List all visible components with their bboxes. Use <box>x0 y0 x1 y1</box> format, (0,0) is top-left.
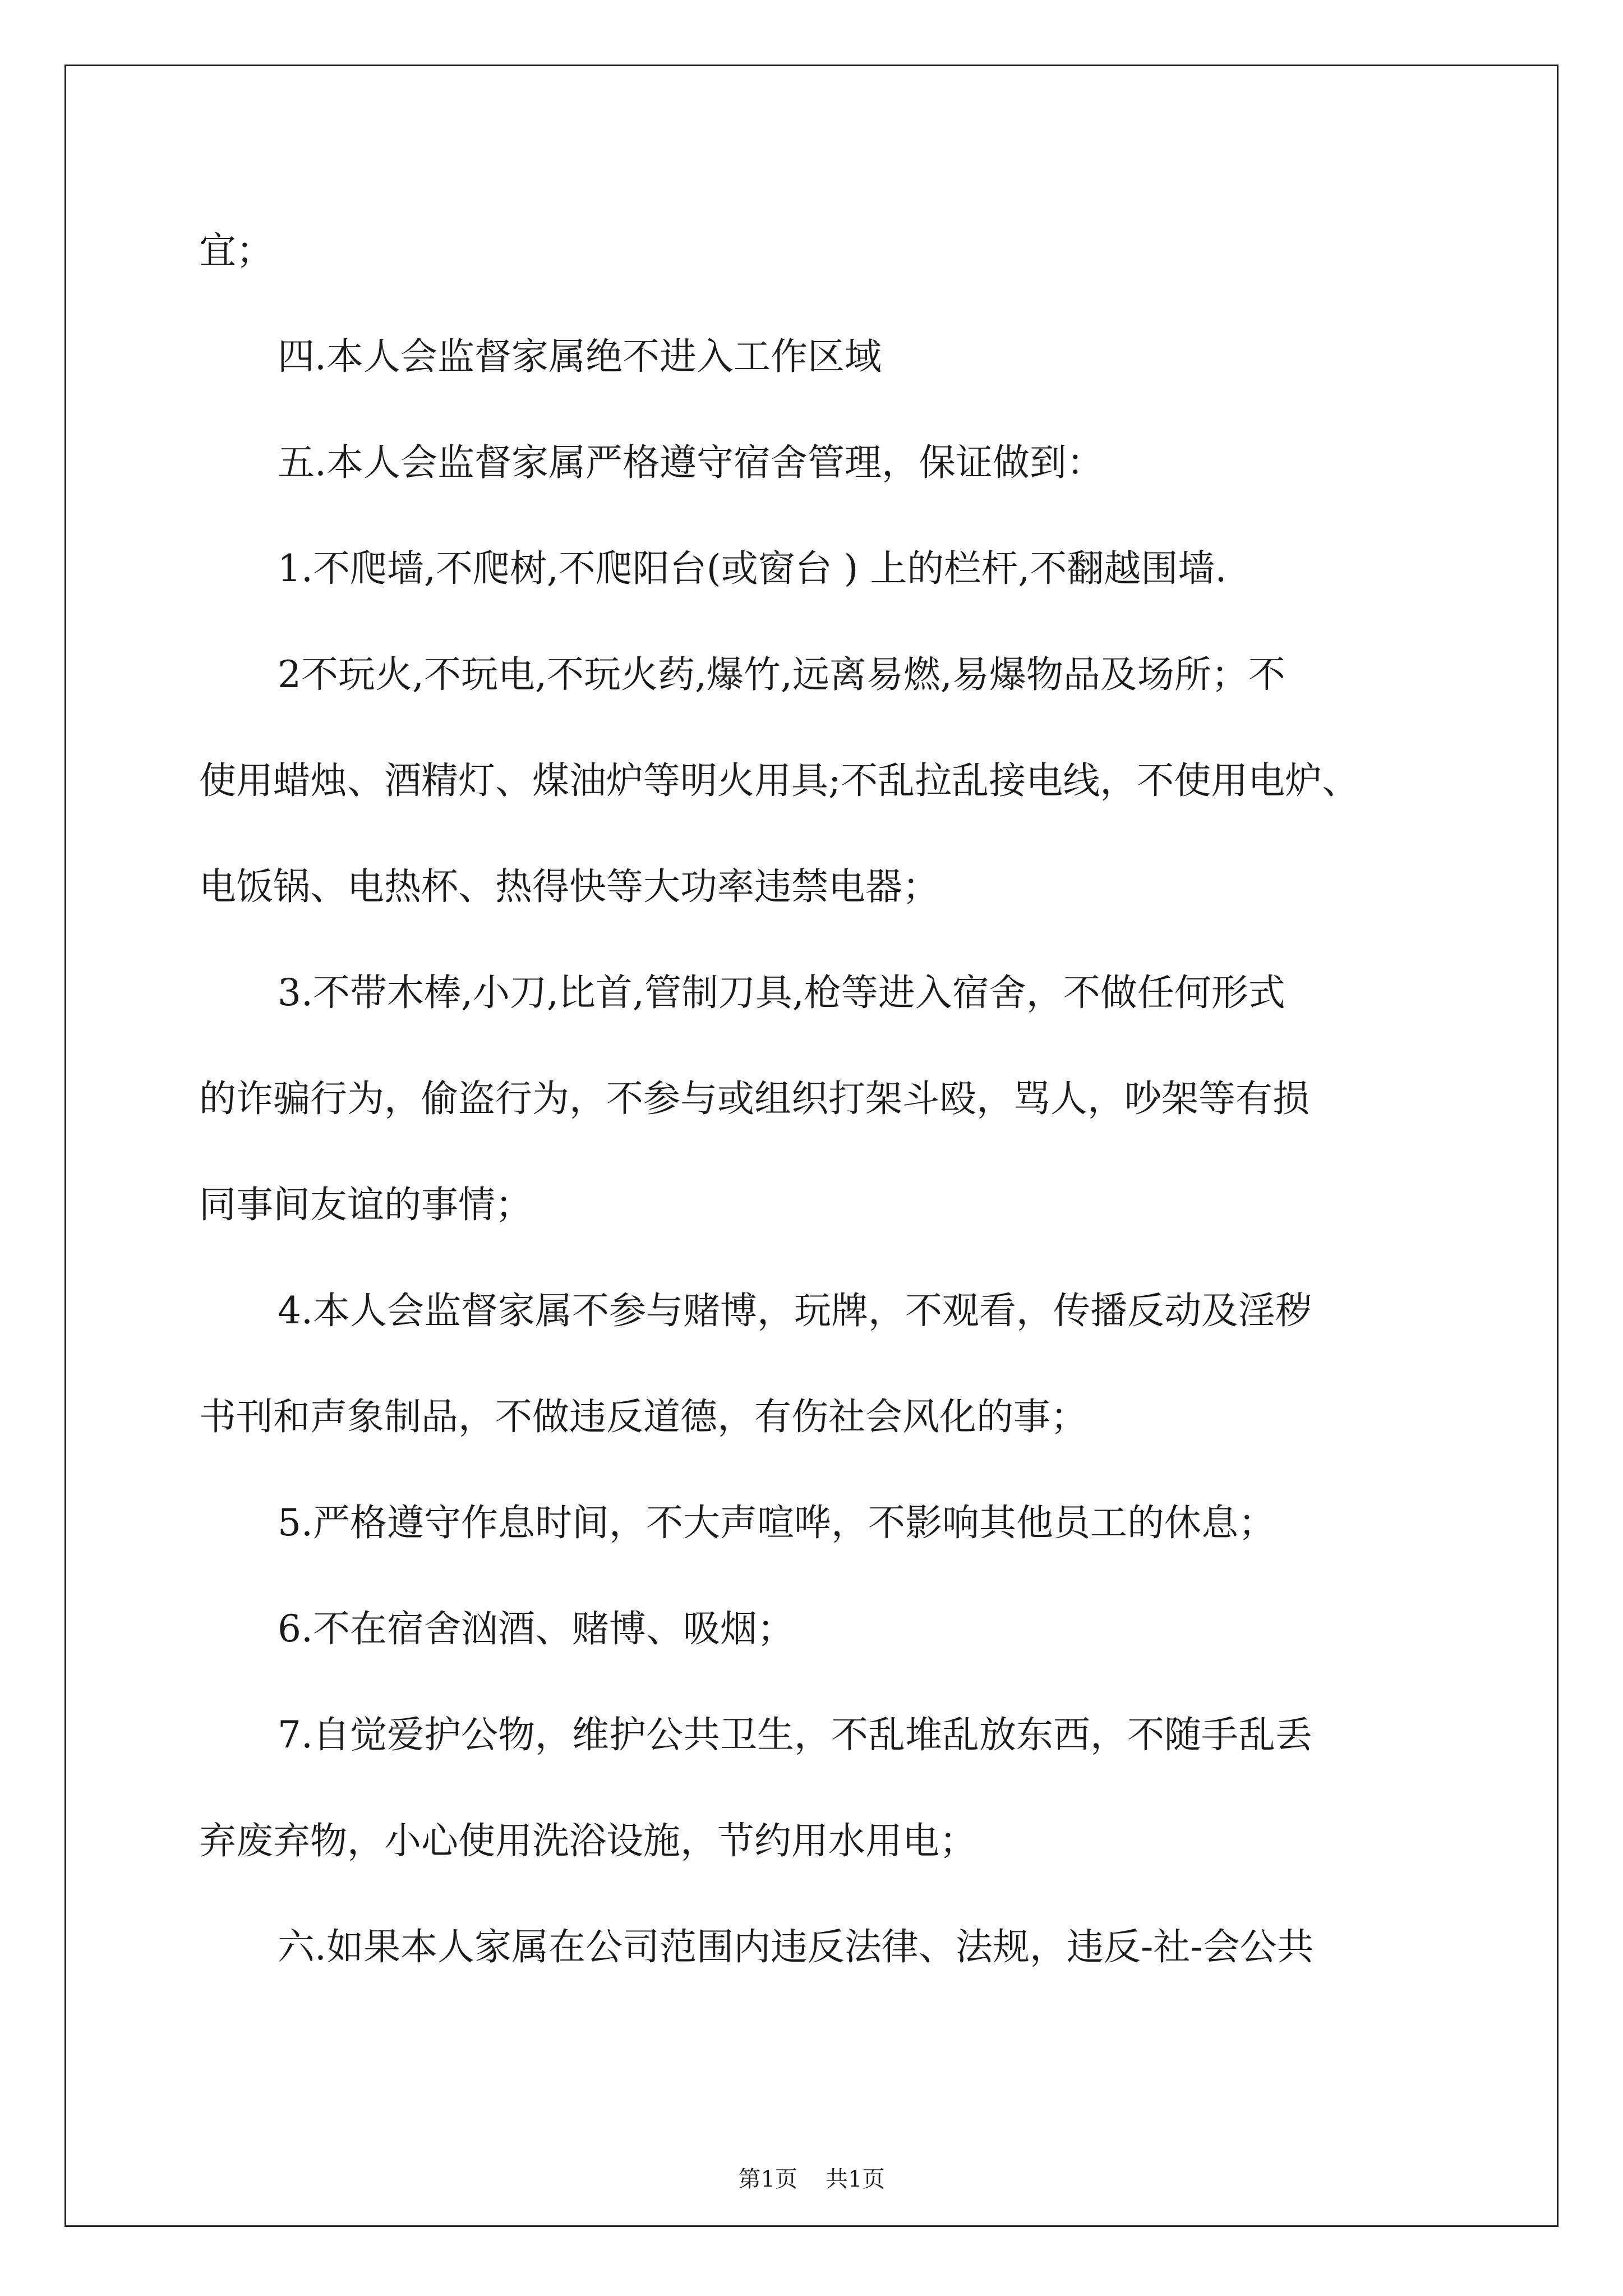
text-line: 4.本人会监督家属不参与赌博，玩牌，不观看，传播反动及淫秽 <box>278 1289 1312 1332</box>
page-total: 共1页 <box>826 2166 885 2192</box>
page-number: 第1页 <box>738 2166 797 2192</box>
document-body <box>199 197 1433 2000</box>
text-line: 的诈骗行为，偷盗行为，不参与或组织打架斗殴，骂人，吵架等有损 <box>199 1077 1310 1120</box>
page-footer <box>0 2162 1623 2196</box>
text-line: 5.严格遵守作息时间，不大声喧哗，不影响其他员工的休息； <box>278 1501 1275 1544</box>
text-line: 书刊和声象制品，不做违反道德，有伤社会风化的事； <box>199 1395 1087 1438</box>
text-line: 7.自觉爱护公物，维护公共卫生，不乱堆乱放东西，不随手乱丢 <box>278 1713 1312 1756</box>
text-line: 六.如果本人家属在公司范围内违反法律、法规，违反-社-会公共 <box>278 1925 1314 1968</box>
text-line: 电饭锅、电热杯、热得快等大功率违禁电器； <box>199 865 939 908</box>
text-line: 使用蜡烛、酒精灯、煤油炉等明火用具;不乱拉乱接电线，不使用电炉、 <box>199 759 1359 802</box>
text-line: 1.不爬墙,不爬树,不爬阳台(或窗台 ) 上的栏杆,不翻越围墙. <box>278 547 1227 590</box>
text-line: 2不玩火,不玩电,不玩火药,爆竹,远离易燃,易爆物品及场所；不 <box>278 653 1285 696</box>
text-line: 6.不在宿舍汹酒、赌博、吸烟； <box>278 1607 794 1650</box>
text-line: 同事间友谊的事情； <box>199 1183 532 1226</box>
text-line: 宜； <box>199 229 273 272</box>
text-line: 弃废弃物，小心使用洗浴设施，节约用水用电； <box>199 1819 976 1862</box>
text-line: 3.不带木棒,小刀,比首,管制刀具,枪等进入宿舍，不做任何形式 <box>278 971 1285 1014</box>
text-line: 五.本人会监督家属严格遵守宿舍管理，保证做到： <box>278 441 1104 484</box>
text-line: 四.本人会监督家属绝不进入工作区域 <box>278 335 882 378</box>
